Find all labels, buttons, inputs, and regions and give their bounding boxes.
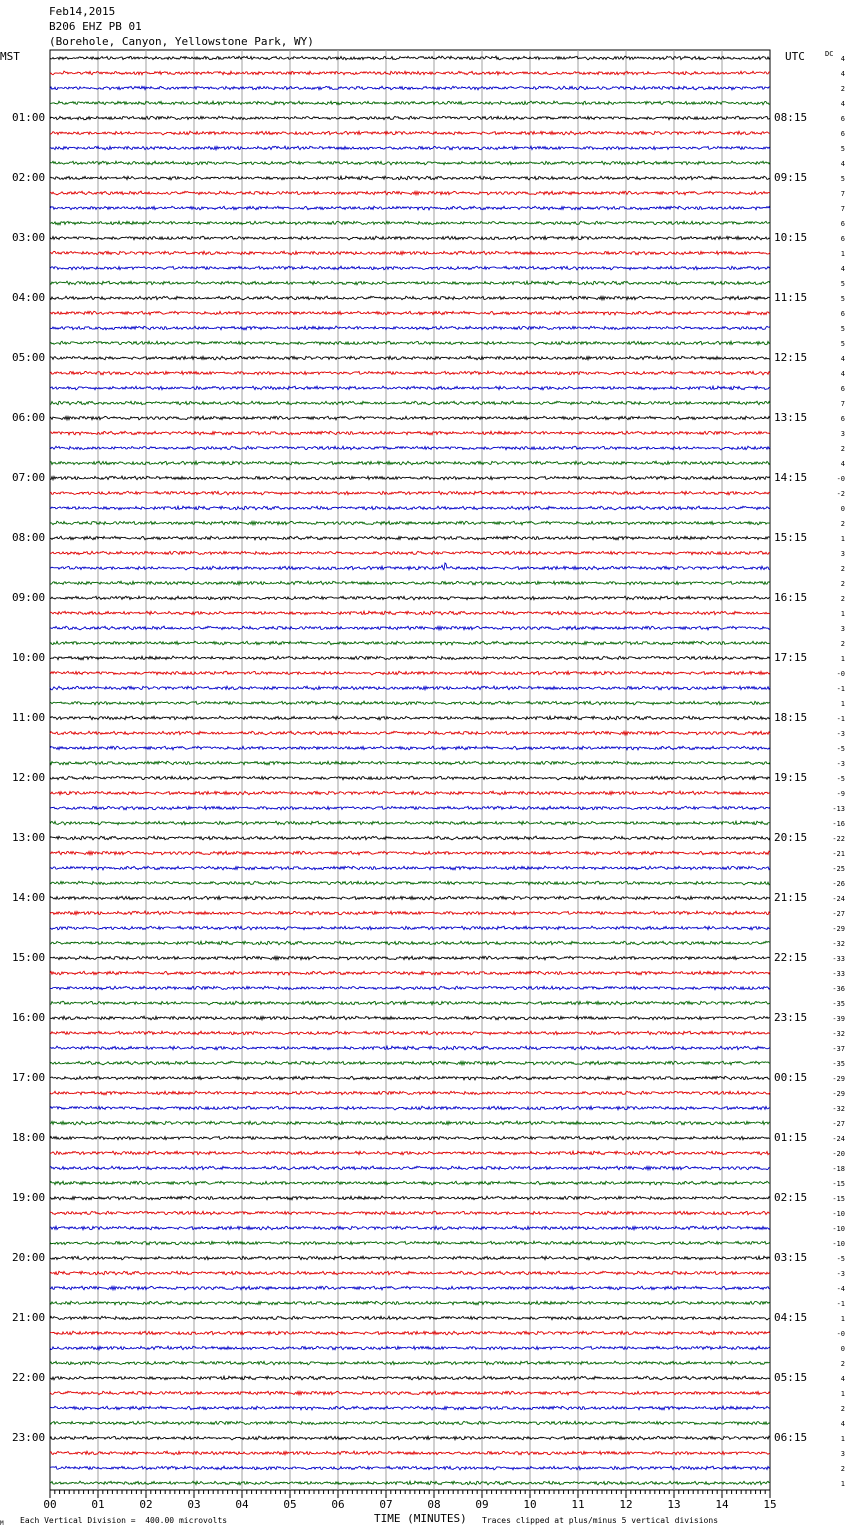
dc-offset-label: 6: [840, 235, 845, 243]
left-hour-label: 07:00: [12, 471, 46, 484]
seismic-trace: [50, 716, 770, 720]
left-hour-label: 06:00: [12, 411, 46, 424]
right-hour-label: 09:15: [774, 171, 808, 184]
right-hour-label: 19:15: [774, 771, 808, 784]
dc-offset-label: -32: [832, 1030, 845, 1038]
right-hour-label: 22:15: [774, 951, 808, 964]
seismic-trace: [50, 491, 770, 495]
dc-offset-label: -33: [832, 970, 845, 978]
dc-offset-label: 4: [840, 1420, 845, 1428]
dc-offset-label: 3: [840, 550, 845, 558]
dc-offset-label: -3: [836, 1270, 845, 1278]
dc-offset-label: 1: [840, 250, 845, 258]
seismic-trace: [50, 746, 770, 750]
seismic-trace: [50, 131, 770, 135]
seismic-trace: [50, 311, 770, 315]
seismic-trace: [50, 191, 770, 195]
seismic-trace: [50, 1226, 770, 1230]
right-hour-label: 01:15: [774, 1131, 808, 1144]
seismic-trace: [50, 1196, 770, 1200]
seismic-trace: [50, 881, 770, 885]
seismic-trace: [50, 86, 770, 90]
dc-offset-label: 0: [840, 1345, 845, 1353]
right-hour-label: 20:15: [774, 831, 808, 844]
dc-offset-label: 3: [840, 1450, 845, 1458]
seismic-trace: [50, 1061, 770, 1065]
right-hour-label: 06:15: [774, 1431, 808, 1444]
dc-offset-label: -27: [832, 1120, 845, 1128]
dc-offset-label: 6: [840, 385, 845, 393]
dc-offset-label: -32: [832, 1105, 845, 1113]
seismic-trace: [50, 1151, 770, 1155]
dc-offset-label: -15: [832, 1195, 845, 1203]
dc-offset-label: 4: [840, 460, 845, 468]
dc-offset-label: 5: [840, 340, 845, 348]
dc-offset-label: 5: [840, 280, 845, 288]
dc-offset-label: -26: [832, 880, 845, 888]
dc-offset-label: -29: [832, 925, 845, 933]
dc-offset-label: 4: [840, 55, 845, 63]
seismic-trace: [50, 1001, 770, 1005]
seismic-trace: [50, 911, 770, 915]
seismic-trace: [50, 1016, 770, 1020]
left-hour-label: 10:00: [12, 651, 46, 664]
station-location: (Borehole, Canyon, Yellowstone Park, WY): [49, 35, 314, 48]
right-hour-label: 17:15: [774, 651, 808, 664]
dc-offset-label: 2: [840, 520, 845, 528]
dc-offset-label: -20: [832, 1150, 845, 1158]
left-hour-label: 21:00: [12, 1311, 46, 1324]
seismic-trace: [50, 836, 770, 840]
seismic-trace: [50, 176, 770, 180]
dc-offset-label: -1: [836, 715, 845, 723]
dc-offset-label: 4: [840, 265, 845, 273]
seismic-trace: [50, 956, 770, 960]
dc-offset-label: 2: [840, 1465, 845, 1473]
x-tick-label: 12: [619, 1498, 633, 1511]
seismic-trace: [50, 596, 770, 600]
seismic-trace: [50, 101, 770, 105]
seismic-trace: [50, 1091, 770, 1095]
seismic-trace: [50, 371, 770, 375]
dc-offset-label: -22: [832, 835, 845, 843]
dc-offset-label: 4: [840, 160, 845, 168]
seismic-trace: [50, 1301, 770, 1305]
left-timezone-label: MST: [0, 50, 20, 63]
plot-frame: [50, 50, 770, 1490]
seismic-trace: [50, 551, 770, 555]
seismic-trace: [50, 1286, 770, 1290]
seismic-trace: [50, 1376, 770, 1380]
seismic-trace: [50, 386, 770, 390]
dc-offset-label: 4: [840, 370, 845, 378]
right-hour-label: 15:15: [774, 531, 808, 544]
dc-offset-label: 6: [840, 115, 845, 123]
corner-mark: M: [0, 1520, 4, 1527]
x-tick-label: 01: [91, 1498, 105, 1511]
left-hour-label: 18:00: [12, 1131, 46, 1144]
x-tick-label: 11: [571, 1498, 585, 1511]
x-tick-label: 02: [139, 1498, 153, 1511]
seismic-trace: [50, 296, 770, 300]
dc-offset-label: 1: [840, 1315, 845, 1323]
x-tick-label: 05: [283, 1498, 297, 1511]
dc-offset-label: 1: [840, 1435, 845, 1443]
dc-offset-label: 6: [840, 130, 845, 138]
seismic-trace: [50, 1481, 770, 1485]
dc-offset-label: 7: [840, 400, 845, 408]
x-tick-label: 14: [715, 1498, 729, 1511]
seismic-trace: [50, 581, 770, 585]
dc-offset-label: -0: [836, 475, 845, 483]
dc-offset-label: -0: [836, 670, 845, 678]
left-hour-label: 19:00: [12, 1191, 46, 1204]
seismic-trace: [50, 1451, 770, 1455]
left-hour-label: 09:00: [12, 591, 46, 604]
dc-heading: DC: [825, 50, 834, 58]
x-tick-label: 03: [187, 1498, 201, 1511]
seismic-trace: [50, 1046, 770, 1050]
dc-offset-label: -5: [836, 775, 845, 783]
seismic-trace: [50, 1406, 770, 1410]
seismic-trace: [50, 146, 770, 150]
seismic-trace: [50, 1181, 770, 1185]
seismic-trace: [50, 1436, 770, 1440]
dc-offset-label: -24: [832, 1135, 845, 1143]
dc-offset-label: 7: [840, 205, 845, 213]
seismic-trace: [50, 1076, 770, 1080]
seismic-trace: [50, 56, 770, 60]
right-hour-label: 04:15: [774, 1311, 808, 1324]
seismic-trace: [50, 1121, 770, 1125]
dc-offset-label: -35: [832, 1000, 845, 1008]
x-tick-label: 06: [331, 1498, 345, 1511]
dc-offset-label: -33: [832, 955, 845, 963]
seismic-trace: [50, 536, 770, 540]
x-tick-label: 00: [43, 1498, 57, 1511]
seismic-trace: [50, 611, 770, 615]
seismic-trace: [50, 1361, 770, 1365]
left-hour-label: 05:00: [12, 351, 46, 364]
dc-offset-label: 1: [840, 1480, 845, 1488]
x-tick-label: 04: [235, 1498, 249, 1511]
dc-offset-label: 2: [840, 445, 845, 453]
dc-offset-label: 4: [840, 70, 845, 78]
seismic-trace: [50, 776, 770, 780]
seismic-trace: [50, 416, 770, 420]
seismic-trace: [50, 671, 770, 675]
seismic-trace: [50, 731, 770, 735]
dc-offset-label: 1: [840, 655, 845, 663]
dc-offset-label: -10: [832, 1240, 845, 1248]
plot-date: Feb14,2015: [49, 5, 116, 18]
left-hour-label: 01:00: [12, 111, 46, 124]
dc-offset-label: -13: [832, 805, 845, 813]
seismic-trace: [50, 686, 770, 690]
dc-offset-label: 1: [840, 1390, 845, 1398]
x-tick-label: 07: [379, 1498, 393, 1511]
right-hour-label: 08:15: [774, 111, 808, 124]
dc-offset-label: 6: [840, 310, 845, 318]
dc-offset-label: -35: [832, 1060, 845, 1068]
seismic-trace: [50, 866, 770, 870]
seismic-trace: [50, 161, 770, 165]
dc-offset-label: -0: [836, 1330, 845, 1338]
right-hour-label: 02:15: [774, 1191, 808, 1204]
left-hour-label: 14:00: [12, 891, 46, 904]
left-hour-label: 04:00: [12, 291, 46, 304]
dc-offset-label: 5: [840, 145, 845, 153]
seismic-trace: [50, 341, 770, 345]
dc-offset-label: -1: [836, 685, 845, 693]
dc-offset-label: -25: [832, 865, 845, 873]
seismic-trace: [50, 656, 770, 660]
seismic-trace: [50, 71, 770, 75]
dc-offset-label: 6: [840, 415, 845, 423]
dc-offset-label: 7: [840, 190, 845, 198]
seismic-trace: [50, 1241, 770, 1245]
seismic-trace: [50, 1166, 770, 1170]
dc-offset-label: 2: [840, 595, 845, 603]
dc-offset-label: -10: [832, 1210, 845, 1218]
seismic-trace: [50, 1136, 770, 1140]
dc-offset-label: -21: [832, 850, 845, 858]
dc-offset-label: -16: [832, 820, 845, 828]
seismic-trace: [50, 626, 770, 630]
dc-offset-label: 3: [840, 625, 845, 633]
seismic-trace: [50, 461, 770, 465]
dc-offset-label: 3: [840, 430, 845, 438]
station-code: B206 EHZ PB 01: [49, 20, 142, 33]
seismic-trace: [50, 1106, 770, 1110]
dc-offset-label: 1: [840, 700, 845, 708]
right-hour-label: 23:15: [774, 1011, 808, 1024]
seismic-trace: [50, 791, 770, 795]
scale-note: Each Vertical Division = 400.00 microvolts: [20, 1516, 228, 1525]
seismic-trace: [50, 221, 770, 225]
right-hour-label: 00:15: [774, 1071, 808, 1084]
dc-offset-label: -9: [836, 790, 845, 798]
seismic-trace: [50, 251, 770, 255]
right-hour-label: 21:15: [774, 891, 808, 904]
seismic-trace: [50, 1271, 770, 1275]
dc-offset-label: 2: [840, 1405, 845, 1413]
seismic-trace: [50, 986, 770, 989]
seismic-trace: [50, 521, 770, 525]
seismic-trace: [50, 356, 770, 360]
right-timezone-label: UTC: [785, 50, 805, 63]
x-tick-label: 08: [427, 1498, 441, 1511]
left-hour-label: 22:00: [12, 1371, 46, 1384]
dc-offset-label: 5: [840, 325, 845, 333]
dc-offset-label: -29: [832, 1090, 845, 1098]
x-tick-label: 10: [523, 1498, 537, 1511]
seismic-trace: [50, 563, 770, 570]
dc-offset-label: 5: [840, 175, 845, 183]
dc-offset-label: 0: [840, 505, 845, 513]
seismic-trace: [50, 701, 770, 705]
right-hour-label: 16:15: [774, 591, 808, 604]
dc-offset-label: -36: [832, 985, 845, 993]
dc-offset-label: 2: [840, 640, 845, 648]
left-hour-label: 12:00: [12, 771, 46, 784]
dc-offset-label: -39: [832, 1015, 845, 1023]
dc-offset-label: 2: [840, 565, 845, 573]
dc-offset-label: 1: [840, 535, 845, 543]
seismic-trace: [50, 1256, 770, 1260]
seismic-trace: [50, 1391, 770, 1395]
left-hour-label: 20:00: [12, 1251, 46, 1264]
dc-offset-label: -1: [836, 1300, 845, 1308]
x-axis-label: TIME (MINUTES): [374, 1512, 467, 1525]
seismic-trace: [50, 761, 770, 765]
seismic-trace: [50, 971, 770, 975]
seismic-trace: [50, 1331, 770, 1335]
dc-offset-label: -3: [836, 730, 845, 738]
dc-offset-label: -2: [836, 490, 845, 498]
dc-offset-label: 4: [840, 355, 845, 363]
seismic-trace: [50, 896, 770, 900]
seismic-trace: [50, 1466, 770, 1470]
left-hour-label: 23:00: [12, 1431, 46, 1444]
seismic-trace: [50, 806, 770, 810]
left-hour-label: 08:00: [12, 531, 46, 544]
right-hour-label: 11:15: [774, 291, 808, 304]
seismic-trace: [50, 641, 770, 645]
seismic-trace: [50, 236, 770, 240]
dc-offset-label: -15: [832, 1180, 845, 1188]
dc-offset-label: -5: [836, 1255, 845, 1263]
dc-offset-label: -24: [832, 895, 845, 903]
dc-offset-label: -3: [836, 760, 845, 768]
left-hour-label: 02:00: [12, 171, 46, 184]
dc-offset-label: -27: [832, 910, 845, 918]
dc-offset-label: 5: [840, 295, 845, 303]
left-hour-label: 15:00: [12, 951, 46, 964]
dc-offset-label: 4: [840, 1375, 845, 1383]
dc-offset-label: 4: [840, 100, 845, 108]
seismic-trace: [50, 1421, 770, 1424]
left-hour-label: 16:00: [12, 1011, 46, 1024]
seismic-trace: [50, 1316, 770, 1320]
seismic-trace: [50, 476, 770, 480]
dc-offset-label: -32: [832, 940, 845, 948]
dc-offset-label: 2: [840, 580, 845, 588]
right-hour-label: 05:15: [774, 1371, 808, 1384]
seismic-trace: [50, 821, 770, 825]
seismic-trace: [50, 431, 770, 435]
dc-offset-label: -18: [832, 1165, 845, 1173]
dc-offset-label: 1: [840, 610, 845, 618]
right-hour-label: 03:15: [774, 1251, 808, 1264]
clip-note: Traces clipped at plus/minus 5 vertical divisions: [482, 1516, 719, 1525]
right-hour-label: 13:15: [774, 411, 808, 424]
seismic-trace: [50, 506, 770, 510]
right-hour-label: 12:15: [774, 351, 808, 364]
x-tick-label: 13: [667, 1498, 681, 1511]
dc-offset-label: -29: [832, 1075, 845, 1083]
x-tick-label: 09: [475, 1498, 489, 1511]
dc-offset-label: -4: [836, 1285, 845, 1293]
left-hour-label: 03:00: [12, 231, 46, 244]
right-hour-label: 14:15: [774, 471, 808, 484]
seismic-trace: [50, 446, 770, 450]
dc-offset-label: 2: [840, 1360, 845, 1368]
seismic-trace: [50, 116, 770, 120]
seismic-trace: [50, 851, 770, 855]
dc-offset-label: 6: [840, 220, 845, 228]
seismic-trace: [50, 266, 770, 270]
right-hour-label: 10:15: [774, 231, 808, 244]
seismic-trace: [50, 206, 770, 210]
left-hour-label: 11:00: [12, 711, 46, 724]
seismic-trace: [50, 941, 770, 945]
right-hour-label: 18:15: [774, 711, 808, 724]
dc-offset-label: 2: [840, 85, 845, 93]
dc-offset-label: -5: [836, 745, 845, 753]
seismic-trace: [50, 1211, 770, 1215]
dc-offset-label: -37: [832, 1045, 845, 1053]
seismic-trace: [50, 1031, 770, 1035]
dc-offset-label: -10: [832, 1225, 845, 1233]
left-hour-label: 13:00: [12, 831, 46, 844]
left-hour-label: 17:00: [12, 1071, 46, 1084]
seismic-trace: [50, 1346, 770, 1350]
x-tick-label: 15: [763, 1498, 777, 1511]
seismic-trace: [50, 401, 770, 405]
seismic-trace: [50, 326, 770, 330]
seismic-trace: [50, 281, 770, 285]
seismic-trace: [50, 926, 770, 930]
